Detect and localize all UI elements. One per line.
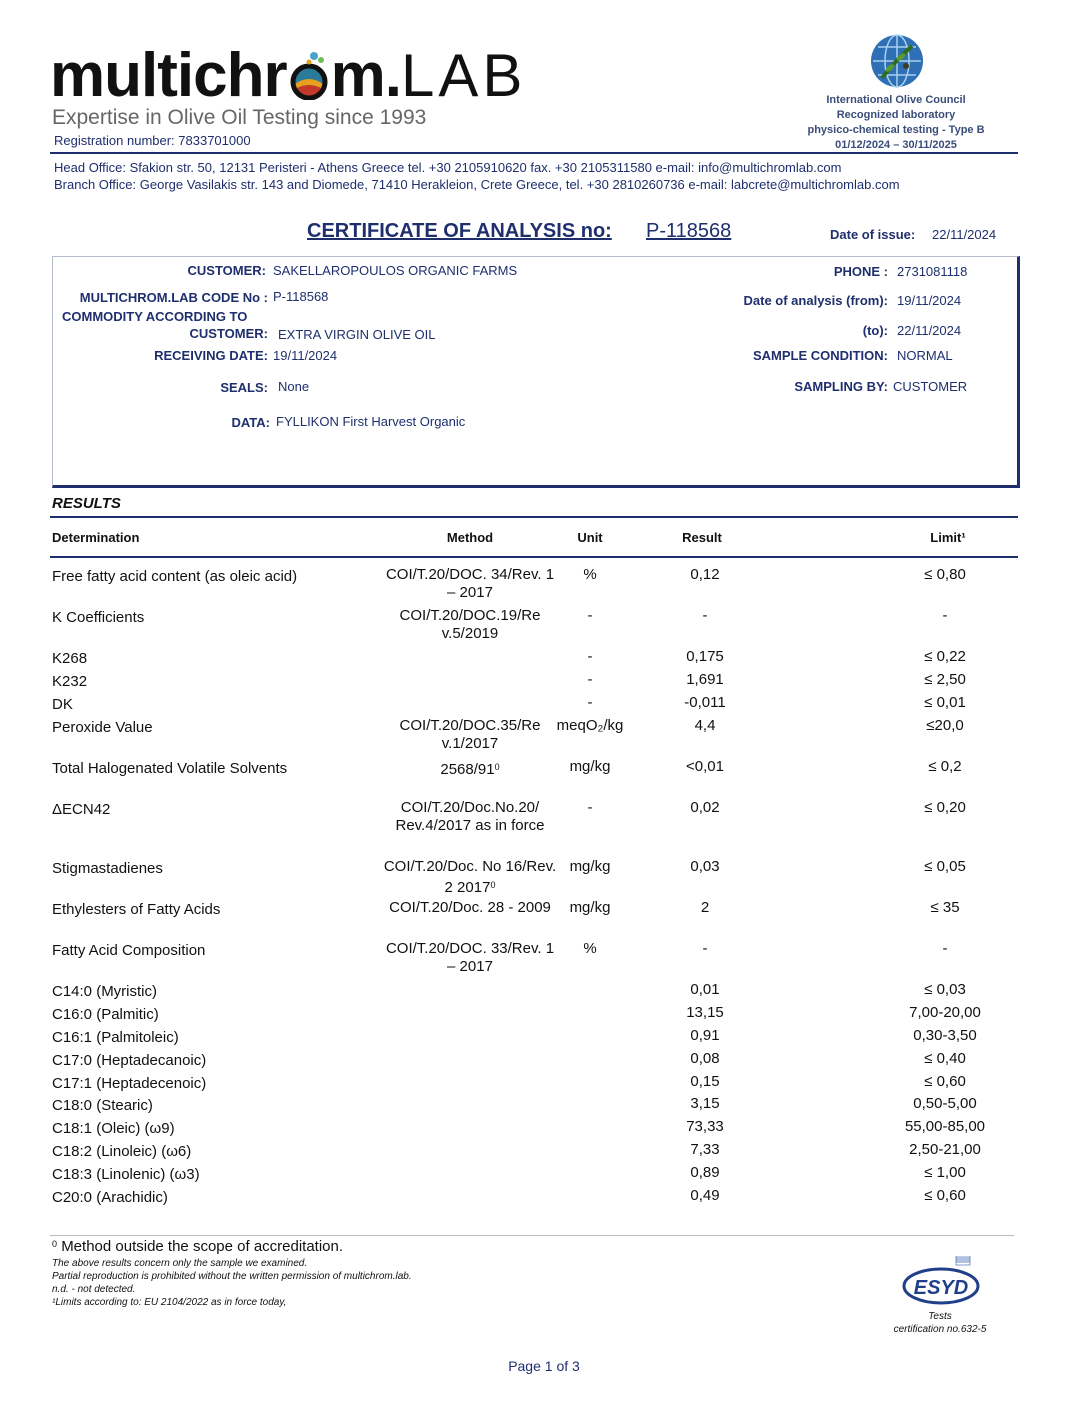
phone-label: PHONE : [833, 264, 888, 279]
code-label: MULTICHROM.LAB CODE No : [79, 290, 268, 305]
footnote: ¹Limits according to: EU 2104/2022 as in force today, [52, 1297, 287, 1308]
row-method: COI/T.20/DOC.19/Re v.5/2019 [399, 607, 541, 642]
row-limit: ≤ 2,50 [924, 671, 966, 688]
row-result: 0,89 [690, 1164, 720, 1181]
row-determination: C16:1 (Palmitoleic) [52, 1029, 179, 1046]
esyd-logo [900, 1256, 982, 1306]
results-divider-bottom [50, 556, 1018, 558]
row-determination: C14:0 (Myristic) [52, 983, 158, 1000]
footer-divider [50, 1235, 1014, 1236]
row-unit: - [587, 671, 593, 688]
customer-value: SAKELLAROPOULOS ORGANIC FARMS [273, 263, 518, 278]
row-method: COI/T.20/DOC. 34/Rev. 1 – 2017 [385, 566, 555, 601]
row-limit: ≤ 0,03 [924, 981, 966, 998]
row-result: 0,49 [690, 1187, 720, 1204]
row-determination: C18:1 (Oleic) (ω9) [52, 1120, 175, 1137]
row-determination: Total Halogenated Volatile Solvents [52, 760, 288, 777]
row-unit: % [583, 940, 597, 957]
row-limit: ≤ 0,01 [924, 694, 966, 711]
accreditation-note: $^0$ Method outside the scope of accreditation. [52, 1238, 344, 1255]
seals-value: None [278, 379, 310, 394]
row-method: COI/T.20/DOC. 33/Rev. 1 – 2017 [385, 940, 555, 975]
row-determination: C18:0 (Stearic) [52, 1097, 153, 1114]
col-header-result: Result [682, 530, 722, 545]
row-limit: 55,00-85,00 [904, 1118, 986, 1135]
row-limit: ≤ 0,60 [924, 1187, 966, 1204]
ioc-recognition: International Olive Council Recognized laboratory physico-chemical testing - Type B 01/12/2024 – 30/11/2025 [807, 94, 985, 151]
customer-label: CUSTOMER: [187, 263, 266, 278]
row-unit: - [587, 694, 593, 711]
row-determination: C18:2 (Linoleic) (ω6) [52, 1143, 192, 1160]
data-value: FYLLIKON First Harvest Organic [276, 414, 466, 429]
row-method: COI/T.20/Doc. No 16/Rev. 2 2017$^0$ [383, 858, 557, 896]
data-label: DATA: [231, 415, 270, 430]
row-limit: ≤ 0,05 [924, 858, 966, 875]
issue-date: 22/11/2024 [932, 227, 997, 242]
commodity-label: COMMODITY ACCORDING TO [62, 309, 248, 324]
row-determination: Peroxide Value [52, 719, 153, 736]
row-determination: C20:0 (Arachidic) [52, 1189, 168, 1206]
row-limit: 2,50-21,00 [909, 1141, 981, 1158]
commodity-value: EXTRA VIRGIN OLIVE OIL [278, 327, 436, 342]
header-divider [50, 152, 1018, 154]
row-unit: - [587, 799, 593, 816]
row-unit: mg/kg [569, 758, 611, 775]
results-divider-top [50, 516, 1018, 518]
row-result: 2 [700, 899, 710, 916]
tagline: Expertise in Olive Oil Testing since 1993 [52, 106, 427, 129]
row-limit: ≤ 0,2 [928, 758, 962, 775]
row-limit: 0,50-5,00 [913, 1095, 977, 1112]
receiving-date-value: 19/11/2024 [273, 348, 338, 363]
row-determination: Ethylesters of Fatty Acids [52, 901, 221, 918]
row-determination: K268 [52, 650, 88, 667]
row-limit: 0,30-3,50 [913, 1027, 977, 1044]
receiving-date-label: RECEIVING DATE: [154, 348, 268, 363]
analysis-from-value: 19/11/2024 [897, 293, 962, 308]
row-limit: ≤ 0,20 [924, 799, 966, 816]
row-method: COI/T.20/DOC.35/Re v.1/2017 [399, 717, 541, 752]
row-result: 7,33 [690, 1141, 720, 1158]
row-method: $2568/91^0$ [440, 761, 500, 778]
ioc-globe-icon [868, 32, 926, 90]
row-limit: ≤ 0,60 [924, 1073, 966, 1090]
row-limit: ≤ 1,00 [924, 1164, 966, 1181]
seals-label: SEALS: [220, 380, 268, 395]
row-unit: mg/kg [569, 899, 611, 916]
certificate-title: CERTIFICATE OF ANALYSIS no: [307, 220, 612, 242]
row-result: 0,01 [690, 981, 720, 998]
row-result: 0,03 [690, 858, 720, 875]
row-unit: meqO₂/kg [556, 717, 624, 734]
footnote: n.d. - not detected. [52, 1284, 136, 1295]
row-result: 0,175 [686, 648, 724, 665]
row-unit: - [587, 648, 593, 665]
row-determination: Stigmastadienes [52, 860, 163, 877]
analysis-from-label: Date of analysis (from): [743, 293, 888, 308]
row-result: 4,4 [694, 717, 716, 734]
footnote: The above results concern only the sample we examined. [52, 1258, 308, 1269]
row-result: 0,15 [690, 1073, 720, 1090]
row-determination: Free fatty acid content (as oleic acid) [52, 568, 298, 585]
footnote: Partial reproduction is prohibited without the written permission of multichrom.lab. [52, 1271, 412, 1282]
results-title: RESULTS [52, 495, 121, 512]
row-result: 0,12 [690, 566, 720, 583]
row-result: - [702, 607, 708, 624]
row-method: COI/T.20/Doc. 28 - 2009 [389, 899, 551, 916]
row-result: 0,08 [690, 1050, 720, 1067]
analysis-to-label: (to): [862, 323, 888, 338]
row-determination: Fatty Acid Composition [52, 942, 206, 959]
row-limit: 7,00-20,00 [909, 1004, 981, 1021]
row-result: -0,011 [684, 694, 726, 711]
row-method: COI/T.20/Doc.No.20/ Rev.4/2017 as in force [395, 799, 545, 834]
analysis-to-value: 22/11/2024 [897, 323, 962, 338]
row-result: - [702, 940, 708, 957]
row-result: 1,691 [686, 671, 724, 688]
row-limit: ≤ 0,22 [924, 648, 966, 665]
row-result: 73,33 [686, 1118, 724, 1135]
certificate-number: P-118568 [646, 220, 732, 242]
row-determination: K232 [52, 673, 88, 690]
row-determination: K Coefficients [52, 609, 145, 626]
row-result: 3,15 [690, 1095, 720, 1112]
sampling-by-label: SAMPLING BY: [794, 379, 888, 394]
registration-number: Registration number: 7833701000 [54, 133, 251, 148]
row-determination: C17:0 (Heptadecanoic) [52, 1052, 207, 1069]
row-limit: - [942, 940, 948, 957]
issue-date-label: Date of issue: [830, 227, 916, 242]
row-determination: ΔECN42 [52, 801, 111, 818]
row-limit: ≤ 35 [930, 899, 960, 916]
sample-condition-value: NORMAL [897, 348, 953, 363]
phone-value: 2731081118 [897, 264, 968, 279]
row-limit: ≤ 0,80 [924, 566, 966, 583]
row-limit: ≤20,0 [926, 717, 964, 734]
sampling-by-value: CUSTOMER [893, 379, 968, 394]
flask-icon [287, 44, 331, 94]
row-determination: DK [52, 696, 73, 713]
row-determination: C17:1 (Heptadecenoic) [52, 1075, 207, 1092]
row-determination: C16:0 (Palmitic) [52, 1006, 159, 1023]
col-header-limit: Limit¹ [930, 530, 966, 545]
row-limit: ≤ 0,40 [924, 1050, 966, 1067]
sample-condition-label: SAMPLE CONDITION: [752, 348, 888, 363]
col-header-determination: Determination [52, 530, 140, 545]
page-number: Page 1 of 3 [508, 1358, 580, 1374]
head-office: Head Office: Sfakion str. 50, 12131 Peristeri - Athens Greece tel. +30 2105910620 fax. +30 2105311580 e-mail: info@multichromlab.com [54, 160, 842, 175]
row-unit: mg/kg [569, 858, 611, 875]
row-determination: C18:3 (Linolenic) (ω3) [52, 1166, 200, 1183]
row-result: 0,91 [690, 1027, 720, 1044]
row-result: 0,02 [690, 799, 720, 816]
row-unit: % [583, 566, 597, 583]
svg-text:ESYD: ESYD [913, 1277, 969, 1299]
code-value: P-118568 [273, 289, 329, 304]
tests-certification: Tests certification no.632-5 [893, 1311, 987, 1335]
commodity-label-customer: CUSTOMER: [189, 326, 268, 341]
branch-office: Branch Office: George Vasilakis str. 143 and Diomede, 71410 Herakleion, Crete Greece, tel. +30 2810260736 e-mail: labcrete@multichromlab.com [54, 177, 900, 192]
row-result: 13,15 [686, 1004, 724, 1021]
company-logo: multichr m.LAB [50, 41, 527, 110]
col-header-method: Method [446, 530, 494, 545]
row-unit: - [587, 607, 593, 624]
col-header-unit: Unit [577, 530, 603, 545]
row-limit: - [942, 607, 948, 624]
row-result: <0,01 [686, 758, 724, 775]
